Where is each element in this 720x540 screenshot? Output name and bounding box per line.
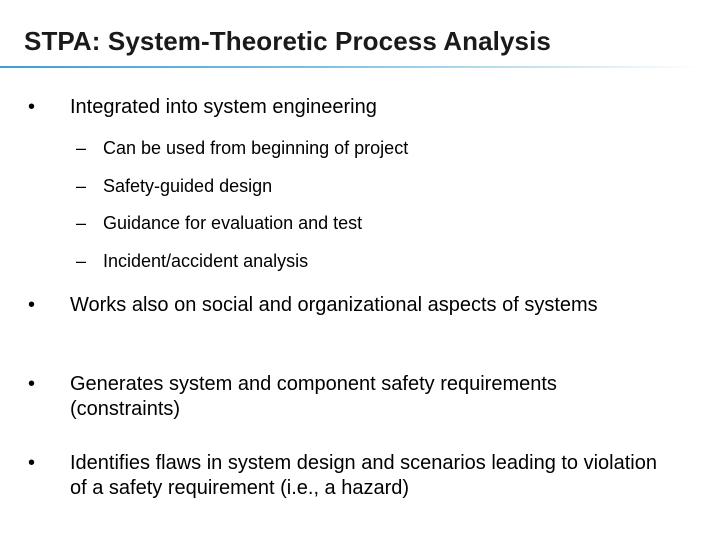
bullet-marker: •	[28, 373, 36, 395]
bullet-text: Identifies flaws in system design and scenarios leading to violation of a safety requirement (i.e., a hazard)	[70, 452, 657, 499]
bullet-marker: •	[28, 452, 36, 474]
bullet-marker: •	[28, 96, 36, 118]
bullet-item	[28, 95, 668, 120]
sub-bullet-item	[76, 137, 676, 159]
sub-bullet-text: Safety-guided design	[103, 176, 273, 196]
sub-bullet-marker: –	[76, 138, 87, 158]
bullet-item	[28, 293, 628, 318]
slide-title: STPA: System-Theoretic Process Analysis	[24, 26, 551, 56]
sub-bullet-marker: –	[76, 176, 87, 196]
sub-bullet-text: Incident/accident analysis	[103, 251, 309, 271]
sub-bullet-marker: –	[76, 251, 87, 271]
sub-bullet-text: Guidance for evaluation and test	[103, 213, 363, 233]
bullet-text: Integrated into system engineering	[70, 96, 377, 118]
sub-bullet-item	[76, 212, 676, 234]
sub-bullet-text: Can be used from beginning of project	[103, 138, 409, 158]
bullet-item	[28, 451, 668, 501]
bullet-item	[28, 372, 668, 422]
bullet-text: Works also on social and organizational aspects of systems	[70, 294, 598, 316]
bullet-text: Generates system and component safety requirements (constraints)	[70, 373, 557, 420]
sub-bullet-item	[76, 175, 676, 197]
bullet-marker: •	[28, 294, 36, 316]
sub-bullet-item	[76, 250, 676, 272]
sub-bullet-marker: –	[76, 213, 87, 233]
